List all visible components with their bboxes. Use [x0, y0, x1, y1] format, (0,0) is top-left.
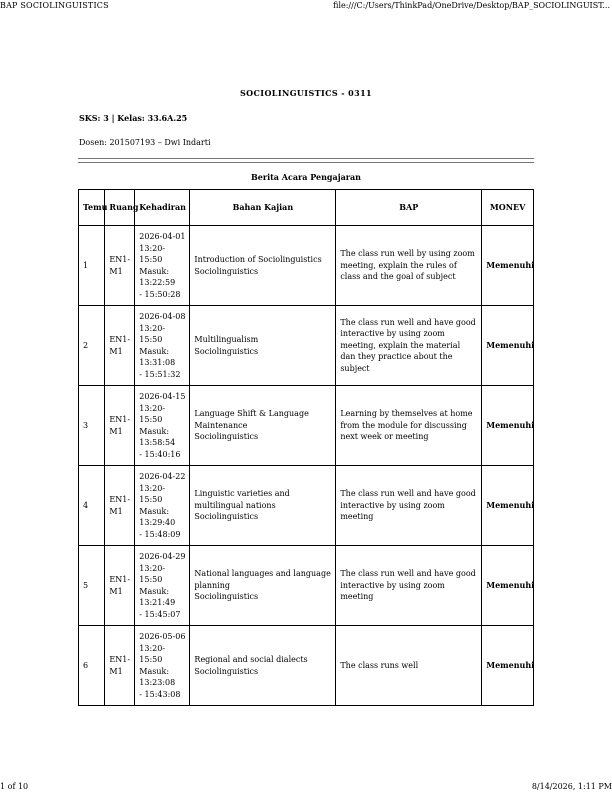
sks-kelas-line: SKS: 3 | Kelas: 33.6A.25 [79, 113, 188, 123]
cell-temu: 1 [79, 226, 105, 306]
kehadiran-line: Masuk: [139, 266, 170, 276]
course-title: SOCIOLINGUISTICS - 0311 [239, 88, 373, 98]
bahan-kajian-line: National languages and language planning [194, 569, 331, 590]
kehadiran-line: Masuk: [139, 666, 170, 676]
browser-page-title: BAP SOCIOLINGUISTICS [0, 1, 109, 10]
cell-temu: 2 [79, 306, 105, 386]
header-ruang: Ruang [105, 190, 135, 226]
cell-monev: Memenuhi [482, 546, 534, 626]
cell-kehadiran [135, 386, 190, 466]
table-caption: Berita Acara Pengajaran [251, 172, 361, 182]
kehadiran-line: 2026-04-15 [139, 392, 186, 401]
cell-bap: The class run well and have good interactive by using zoom meeting [336, 546, 482, 626]
dosen-line: Dosen: 201507193 – Dwi Indarti [79, 138, 211, 147]
bahan-kajian-line: Multilingualism [194, 335, 259, 344]
kehadiran-line: Masuk: [139, 586, 170, 596]
kehadiran-line: Masuk: [139, 426, 170, 436]
cell-bap: The class run well and have good interactive by using zoom meeting, explain the material dan they practice about the subject [336, 306, 482, 386]
cell-temu: 3 [79, 386, 105, 466]
page-indicator: 1 of 10 [0, 782, 29, 791]
kehadiran-line: - 15:48:09 [139, 529, 181, 539]
kehadiran-line: 13:22:59 [139, 278, 176, 287]
cell-kehadiran [135, 466, 190, 546]
bahan-kajian-line: Sociolinguistics [194, 432, 259, 442]
cell-kehadiran [135, 226, 190, 306]
bahan-kajian-line: Sociolinguistics [194, 592, 259, 602]
table-row [79, 466, 534, 546]
cell-ruang: EN1-M1 [105, 466, 135, 546]
kehadiran-line: - 15:43:08 [139, 689, 181, 699]
cell-temu: 5 [79, 546, 105, 626]
bahan-kajian-line: Sociolinguistics [194, 512, 259, 522]
berita-acara-table [78, 189, 534, 706]
kehadiran-line: 13:20-15:50 [139, 483, 166, 504]
cell-bap: The class run well by using zoom meeting, explain the rules of class and the goal of subject [336, 226, 482, 306]
kehadiran-line: Masuk: [139, 346, 170, 356]
kehadiran-line: 13:20-15:50 [139, 323, 166, 344]
browser-file-path: file:///C:/Users/ThinkPad/OneDrive/Desktop/BAP_SOCIOLINGUIST... [333, 1, 610, 10]
kehadiran-line: - 15:50:28 [139, 289, 181, 299]
cell-bahan-kajian [190, 306, 336, 386]
cell-bap: The class runs well [336, 626, 482, 706]
cell-kehadiran [135, 306, 190, 386]
table-row [79, 546, 534, 626]
kehadiran-line: Masuk: [139, 506, 170, 516]
cell-temu: 6 [79, 626, 105, 706]
bahan-kajian-line: Regional and social dialects [194, 655, 308, 664]
cell-ruang: EN1-M1 [105, 546, 135, 626]
table-row [79, 226, 534, 306]
kehadiran-line: 2026-04-08 [139, 312, 186, 321]
cell-temu: 4 [79, 466, 105, 546]
cell-bahan-kajian [190, 386, 336, 466]
table-row [79, 626, 534, 706]
print-timestamp: 8/14/2026, 1:11 PM [531, 782, 612, 791]
cell-monev: Memenuhi [482, 386, 534, 466]
cell-bahan-kajian [190, 226, 336, 306]
bahan-kajian-line: Sociolinguistics [194, 266, 259, 276]
kehadiran-line: 2026-04-01 [139, 232, 186, 241]
kehadiran-line: - 15:45:07 [139, 609, 181, 619]
cell-ruang: EN1-M1 [105, 226, 135, 306]
cell-ruang: EN1-M1 [105, 386, 135, 466]
table-row [79, 306, 534, 386]
header-temu: Temu [79, 190, 105, 226]
kehadiran-line: 13:29:40 [139, 518, 176, 527]
bahan-kajian-line: Sociolinguistics [194, 666, 259, 676]
kehadiran-line: 13:20-15:50 [139, 563, 166, 584]
bahan-kajian-line: Introduction of Sociolinguistics [194, 255, 322, 264]
table-header-row [79, 190, 534, 226]
kehadiran-line: 13:58:54 [139, 438, 176, 447]
cell-ruang: EN1-M1 [105, 626, 135, 706]
header-monev: MONEV [482, 190, 534, 226]
bahan-kajian-line: Linguistic varieties and multilingual nations [194, 489, 290, 510]
cell-kehadiran [135, 626, 190, 706]
cell-ruang: EN1-M1 [105, 306, 135, 386]
cell-monev: Memenuhi [482, 226, 534, 306]
header-bap: BAP [336, 190, 482, 226]
cell-bap: The class run well and have good interactive by using zoom meeting [336, 466, 482, 546]
cell-monev: Memenuhi [482, 466, 534, 546]
cell-bahan-kajian [190, 546, 336, 626]
kehadiran-line: 2026-04-29 [139, 552, 186, 561]
table-row [79, 386, 534, 466]
cell-bap: Learning by themselves at home from the module for discussing next week or meeting [336, 386, 482, 466]
cell-kehadiran [135, 546, 190, 626]
kehadiran-line: 13:20-15:50 [139, 243, 166, 264]
bahan-kajian-line: Language Shift & Language Maintenance [194, 409, 309, 430]
kehadiran-line: 2026-05-06 [139, 632, 186, 641]
kehadiran-line: 13:20-15:50 [139, 643, 166, 664]
kehadiran-line: - 15:40:16 [139, 449, 181, 459]
horizontal-divider [78, 158, 534, 163]
cell-monev: Memenuhi [482, 626, 534, 706]
kehadiran-line: 2026-04-22 [139, 472, 186, 481]
cell-monev: Memenuhi [482, 306, 534, 386]
kehadiran-line: 13:31:08 [139, 358, 176, 367]
kehadiran-line: 13:20-15:50 [139, 403, 166, 424]
table-body [79, 226, 534, 706]
cell-bahan-kajian [190, 626, 336, 706]
cell-bahan-kajian [190, 466, 336, 546]
bahan-kajian-line: Sociolinguistics [194, 346, 259, 356]
kehadiran-line: 13:23:08 [139, 678, 176, 687]
kehadiran-line: - 15:51:32 [139, 369, 181, 379]
header-kehadiran: Kehadiran [135, 190, 190, 226]
header-bahan-kajian: Bahan Kajian [190, 190, 336, 226]
kehadiran-line: 13:21:49 [139, 598, 176, 607]
